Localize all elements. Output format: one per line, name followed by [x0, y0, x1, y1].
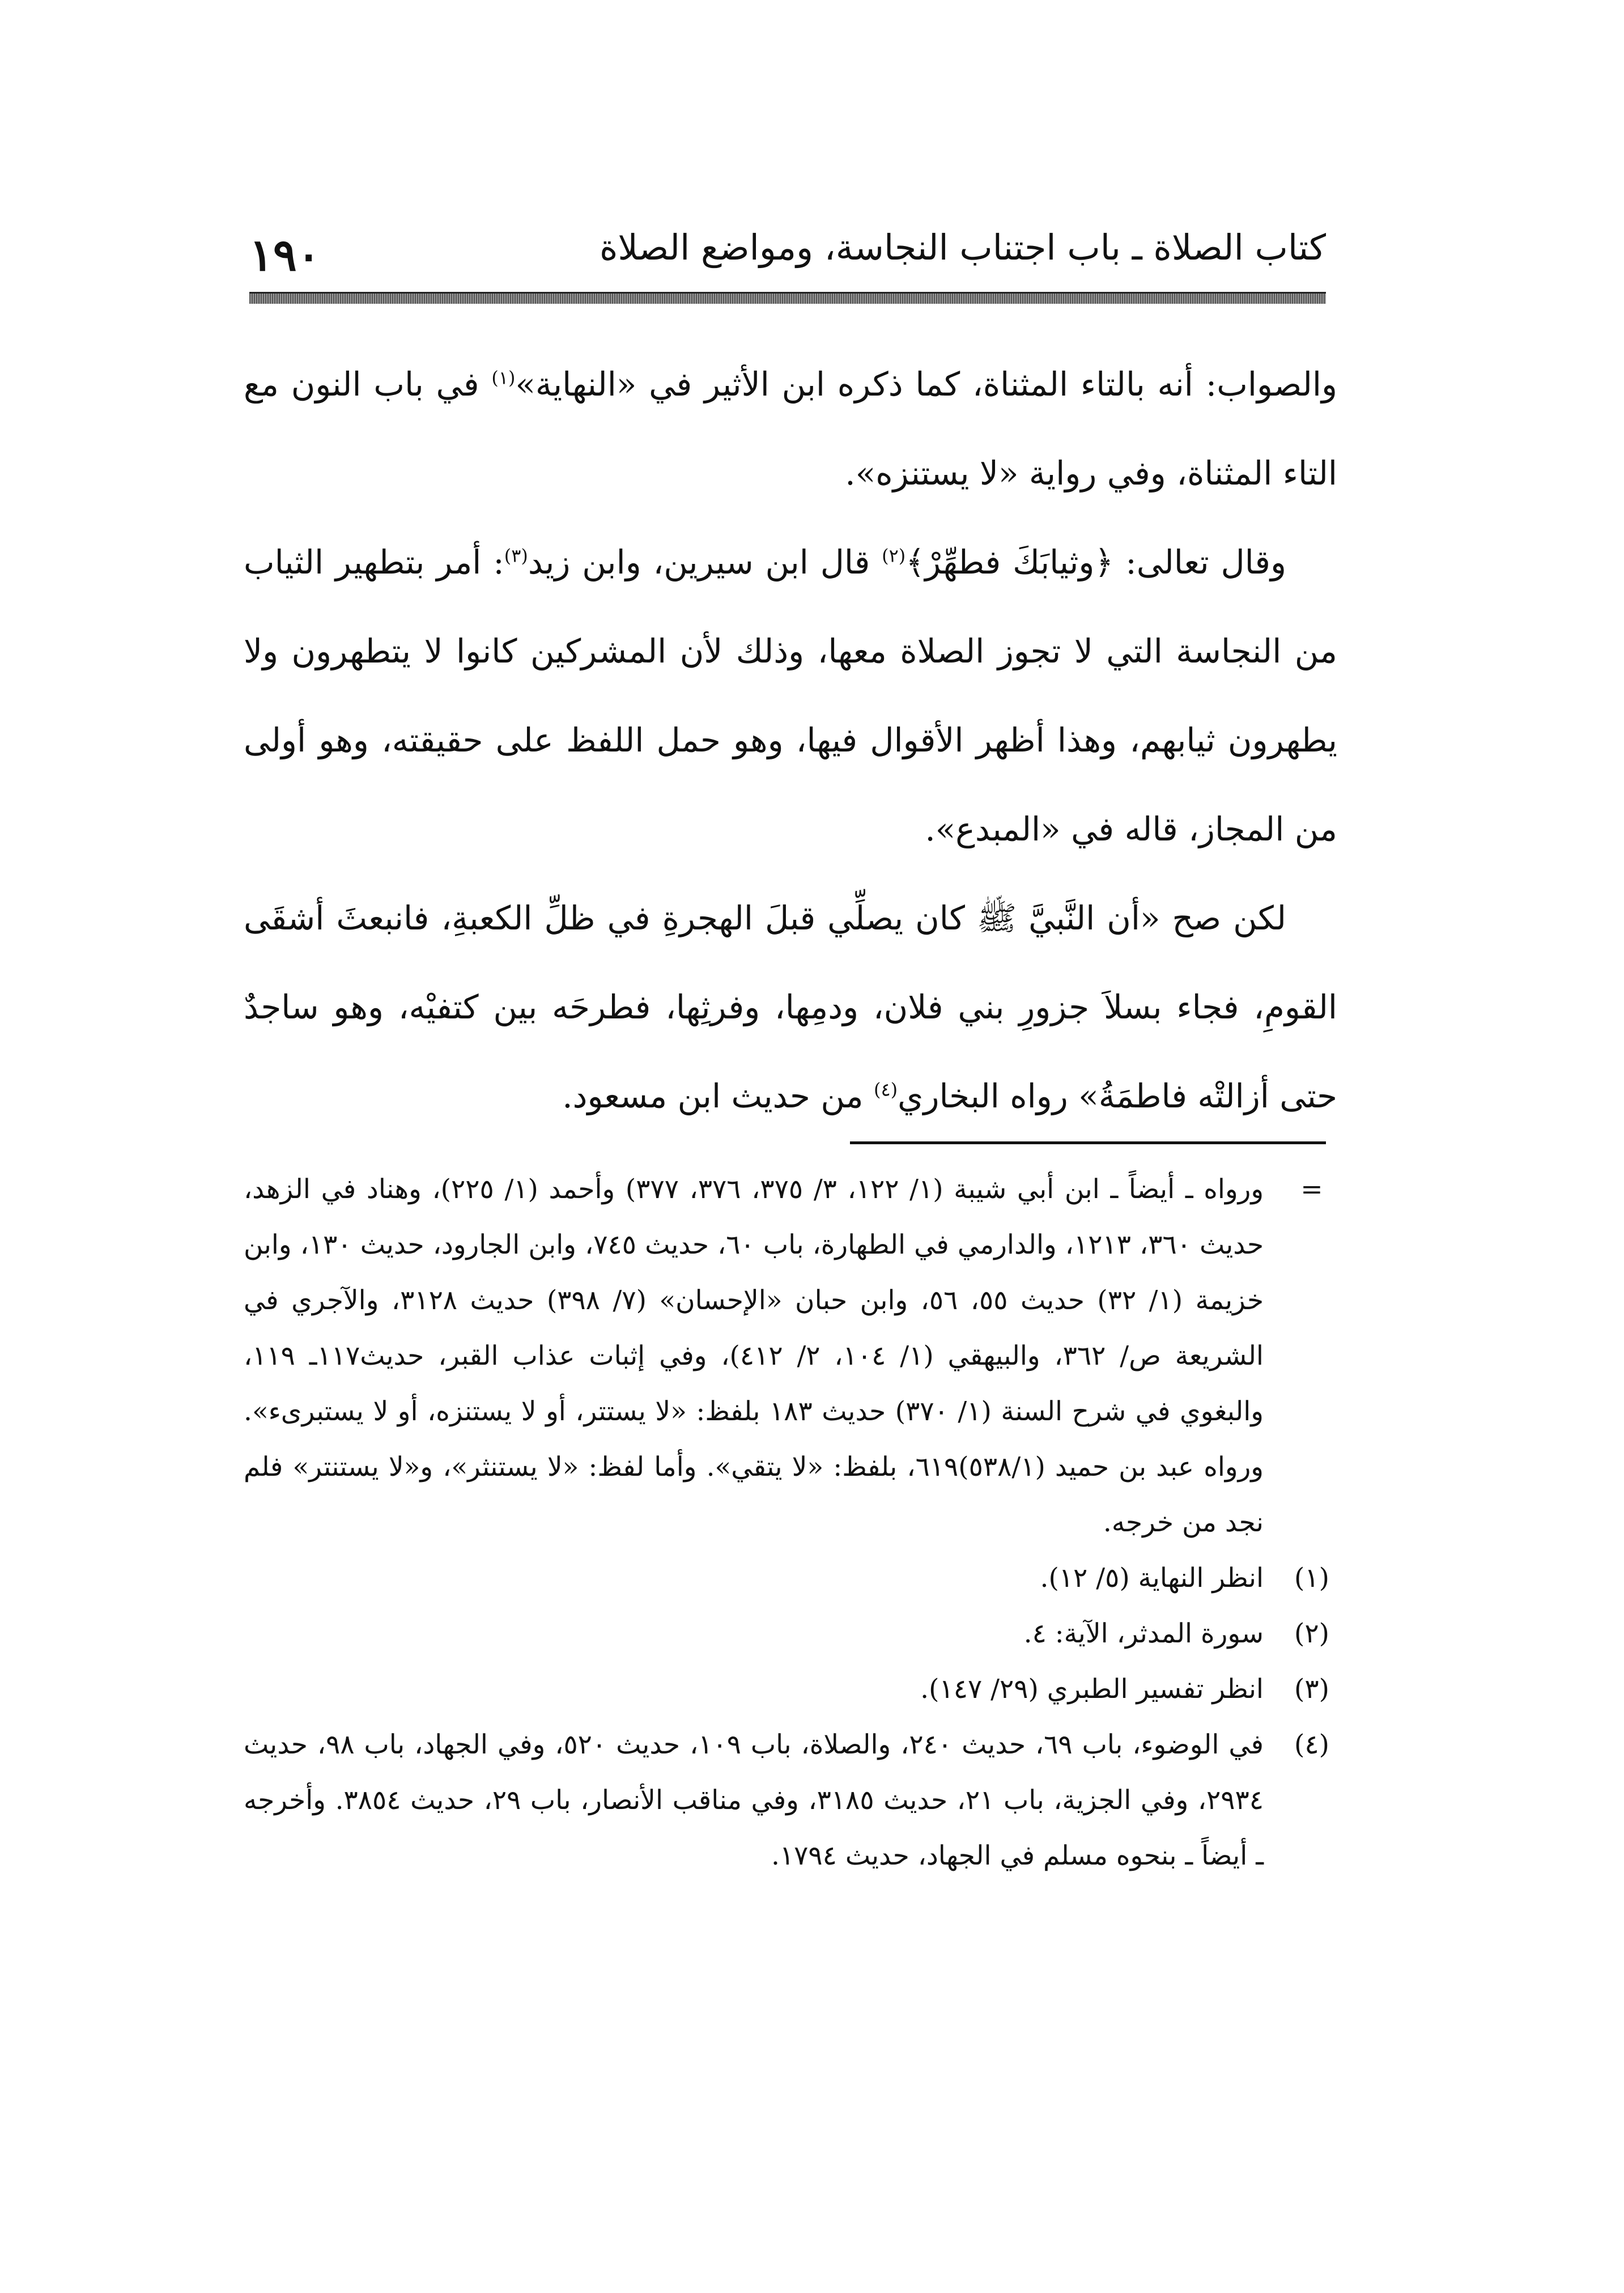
paragraph-3-text-a: لكن صح «أن النَّبيَّ ﷺ كان يصلِّي قبلَ الهجرةِ في ظلِّ الكعبةِ، فانبعثَ أشقَى القومِ، فجاء بسلاَ جزورِ بني فلان، ودمِها، وفرثِها، فطرحَه بين كتفيْه، وهو ساجدٌ حتى أزالتْه فاطمَةُ» رواه البخاري: [244, 899, 1337, 1115]
main-text: [244, 340, 1337, 1141]
footnotes: [244, 1162, 1337, 1884]
page-header: [249, 227, 1326, 295]
paragraph-1: [244, 340, 1337, 518]
footnote-marker: (٣): [1294, 1674, 1329, 1705]
paragraph-2: [244, 518, 1337, 874]
footnote-ref-1: (١): [491, 367, 516, 389]
footnote-marker: (١): [1294, 1562, 1329, 1594]
footnote-continued: [244, 1162, 1337, 1551]
footnote-text: ورواه ـ أيضاً ـ ابن أبي شيبة (١/ ١٢٢، ٣/ ٣٧٥، ٣٧٦، ٣٧٧) وأحمد (١/ ٢٢٥)، وهناد في الزهد، حديث ٣٦٠، ١٢١٣، والدارمي في الطهارة، باب ٦٠، حديث ٧٤٥، وابن الجارود، حديث ١٣٠، وابن خزيمة (١/ ٣٢) حديث ٥٥، ٥٦، وابن حبان «الإحسان» (٧/ ٣٩٨) حديث ٣١٢٨، والآجري في الشريعة ص/ ٣٦٢، والبيهقي (١/ ١٠٤، ٢/ ٤١٢)، وفي إثبات عذاب القبر، حديث١١٧ـ ١١٩، والبغوي في شرح السنة (١/ ٣٧٠) حديث ١٨٣ بلفظ: «لا يستتر، أو لا يستنزه، أو لا يستبرىء». ورواه عبد بن حميد (٥٣٨/١)٦١٩، بلفظ: «لا يتقي». وأما لفظ: «لا يستنثر»، و«لا يستنتر» فلم نجد من خرجه.: [244, 1174, 1264, 1538]
paragraph-2-text-b: قال ابن سيرين، وابن زيد: [528, 543, 882, 581]
footnote-ref-4: (٤): [874, 1078, 898, 1101]
footnote-text: انظر النهاية (٥/ ١٢).: [1040, 1562, 1264, 1594]
paragraph-2-text-c: : أمر بتطهير الثياب من النجاسة التي لا تجوز الصلاة معها، وذلك لأن المشركين كانوا لا يتطهرون ولا يطهرون ثيابهم، وهذا أظهر الأقوال فيها، وهو حمل اللفظ على حقيقته، وهو أولى من المجاز، قاله في «المبدع».: [244, 543, 1337, 848]
footnote-ref-3: (٣): [504, 545, 528, 567]
paragraph-1-text-b: في باب النون مع التاء المثناة، وفي رواية «لا يستنزه».: [244, 365, 1337, 492]
header-rule: [249, 292, 1326, 304]
paragraph-1-text-a: والصواب: أنه بالتاء المثناة، كما ذكره ابن الأثير في «النهاية»: [515, 365, 1337, 404]
footnote-text: في الوضوء، باب ٦٩، حديث ٢٤٠، والصلاة، باب ١٠٩، حديث ٥٢٠، وفي الجهاد، باب ٩٨، حديث ٢٩٣٤، وفي الجزية، باب ٢١، حديث ٣١٨٥، وفي مناقب الأنصار، باب ٢٩، حديث ٣٨٥٤. وأخرجه ـ أيضاً ـ بنحوه مسلم في الجهاد، حديث ١٧٩٤.: [244, 1729, 1264, 1871]
paragraph-3: [244, 874, 1337, 1141]
footnote-marker: =: [1300, 1174, 1323, 1205]
footnote-3: [244, 1662, 1337, 1717]
footnote-separator: [850, 1141, 1326, 1144]
footnote-text: انظر تفسير الطبري (٢٩/ ١٤٧).: [920, 1674, 1264, 1705]
paragraph-2-text-a: وقال تعالى: ﴿وثيابَكَ فطهِّرْ﴾: [905, 543, 1286, 581]
footnote-ref-2: (٢): [882, 545, 906, 567]
footnote-4: [244, 1717, 1337, 1884]
footnote-marker: (٢): [1294, 1618, 1329, 1649]
page-number: ١٩٠: [249, 230, 321, 281]
footnote-text: سورة المدثر، الآية: ٤.: [1023, 1618, 1264, 1649]
running-title: كتاب الصلاة ـ باب اجتناب النجاسة، ومواضع الصلاة: [599, 227, 1326, 268]
footnote-1: [244, 1551, 1337, 1606]
footnote-2: [244, 1606, 1337, 1662]
paragraph-3-text-b: من حديث ابن مسعود.: [562, 1077, 874, 1115]
footnote-marker: (٤): [1294, 1729, 1329, 1760]
